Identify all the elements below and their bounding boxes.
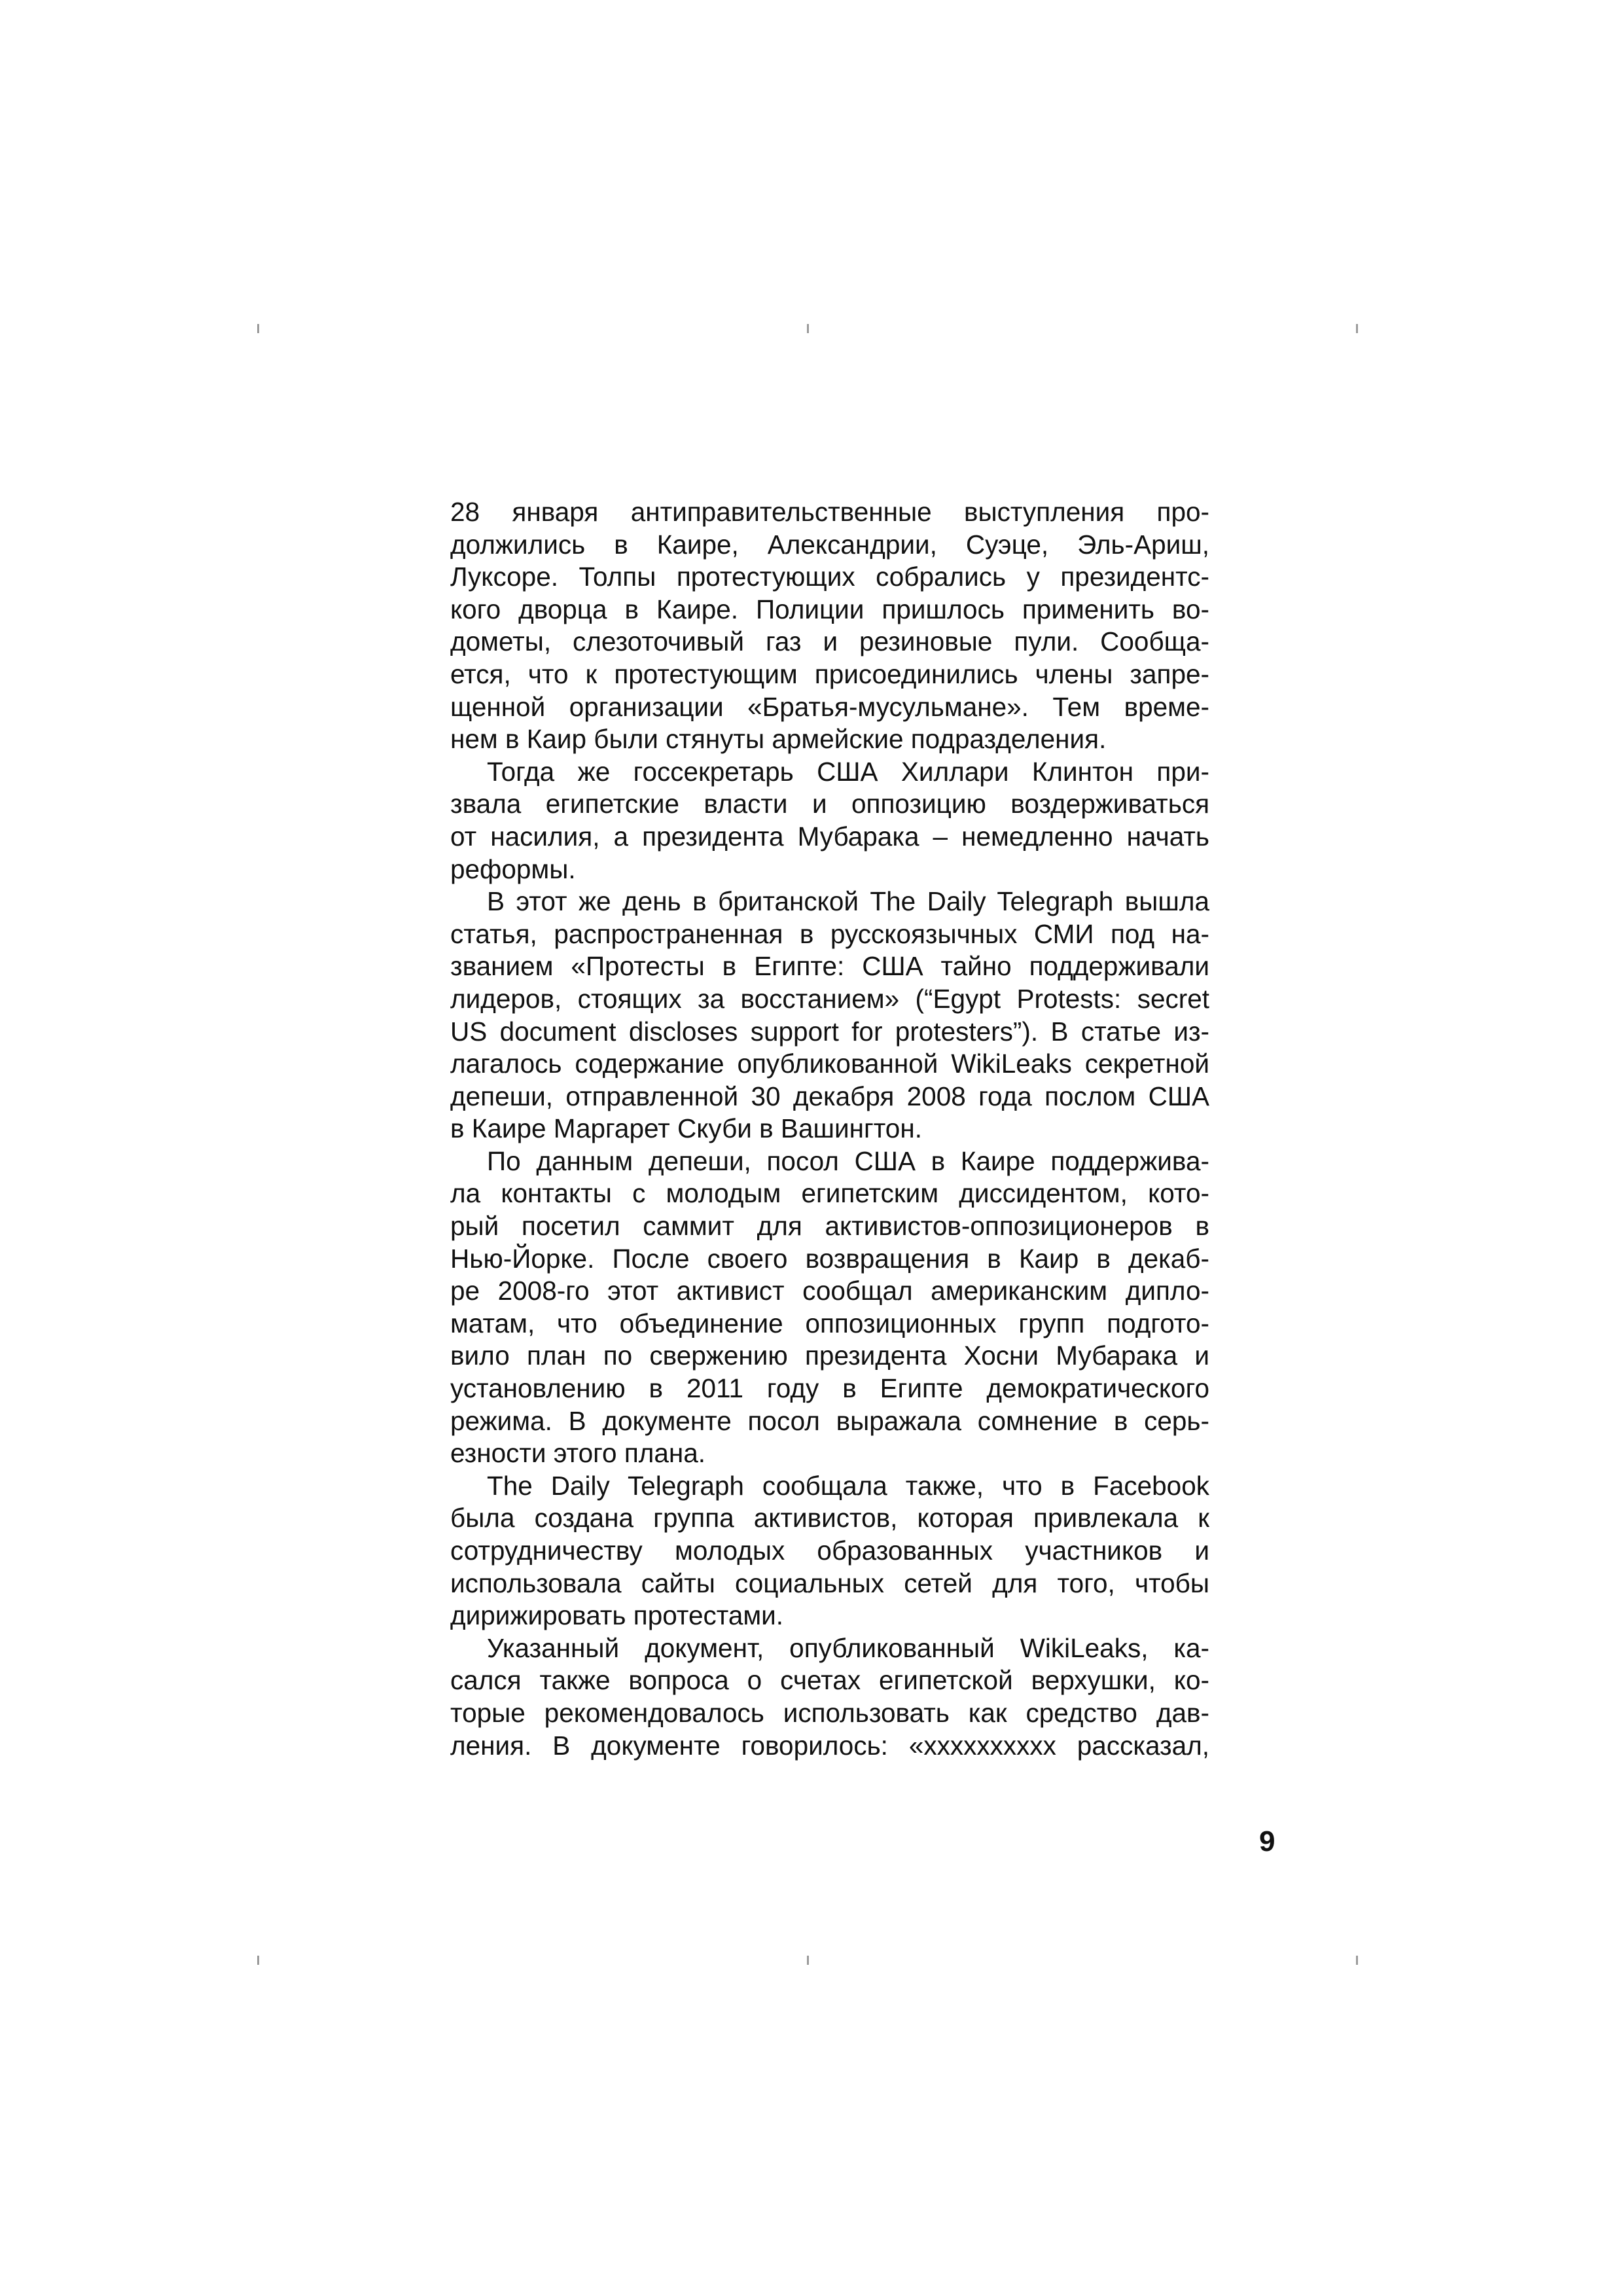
body-text (450, 496, 1209, 1762)
text-line: сался также вопроса о счетах египетской верхушки, ко- (450, 1665, 1209, 1696)
text-line: режима. В документе посол выражала сомнение в серь- (450, 1405, 1209, 1436)
text-line: The Daily Telegraph сообщала также, что в Facebook (487, 1470, 1209, 1501)
text-line: была создана группа активистов, которая привлекала к (450, 1503, 1209, 1534)
text-line: кого дворца в Каире. Полиции пришлось применить во- (450, 594, 1209, 624)
text-line: матам, что объединение оппозиционных групп подгото- (450, 1308, 1209, 1338)
text-line: лидеров, стоящих за восстанием» (“Egypt Protests: secret (450, 983, 1209, 1014)
text-line: ления. В документе говорилось: «xxxxxxxxxx рассказал, (450, 1730, 1209, 1761)
text-line: Указанный документ, опубликованный WikiLeaks, ка- (487, 1632, 1209, 1663)
text-line: ла контакты с молодым египетским диссидентом, кото- (450, 1178, 1209, 1209)
text-line: В этот же день в британской The Daily Telegraph вышла (487, 886, 1209, 917)
text-line: Нью-Йорке. После своего возвращения в Каир в декаб- (450, 1243, 1209, 1274)
text-line: US document discloses support for protesters”). В статье из- (450, 1016, 1209, 1047)
crop-mark (807, 1956, 809, 1965)
text-line: званием «Протесты в Египте: США тайно поддерживали (450, 951, 1209, 982)
text-line: сотрудничеству молодых образованных участников и (450, 1535, 1209, 1566)
text-line: ется, что к протестующим присоединились члены запре- (450, 658, 1209, 689)
text-line: использовала сайты социальных сетей для того, чтобы (450, 1568, 1209, 1598)
text-line: лагалось содержание опубликованной WikiLeaks секретной (450, 1049, 1209, 1079)
text-line: езности этого плана. (450, 1438, 706, 1469)
text-line: Луксоре. Толпы протестующих собрались у президентс- (450, 562, 1209, 592)
text-line: дометы, слезоточивый газ и резиновые пули. Сообща- (450, 626, 1209, 657)
text-line: установлению в 2011 году в Египте демократического (450, 1373, 1209, 1404)
text-line: дирижировать протестами. (450, 1600, 784, 1631)
text-line: Тогда же госсекретарь США Хиллари Клинтон при- (487, 756, 1209, 787)
text-line: от насилия, а президента Мубарака – немедленно начать (450, 821, 1209, 852)
crop-mark (807, 324, 809, 333)
text-line: в Каире Маргарет Скуби в Вашингтон. (450, 1113, 922, 1144)
text-line: статья, распространенная в русскоязычных СМИ под на- (450, 918, 1209, 949)
text-line: 28 января антиправительственные выступления про- (450, 497, 1209, 527)
text-line: депеши, отправленной 30 декабря 2008 года послом США (450, 1081, 1209, 1111)
page-number: 9 (1259, 1825, 1275, 1857)
text-line: реформы. (450, 853, 576, 884)
text-line: щенной организации «Братья-мусульмане». Тем време- (450, 691, 1209, 722)
text-line: звала египетские власти и оппозицию воздерживаться (450, 789, 1209, 819)
text-line: ре 2008-го этот активист сообщал американским дипло- (450, 1276, 1209, 1306)
text-line: По данным депеши, посол США в Каире поддержива- (487, 1145, 1209, 1176)
text-line: торые рекомендовалось использовать как средство дав- (450, 1697, 1209, 1728)
crop-mark (1356, 324, 1358, 333)
text-line: нем в Каир были стянуты армейские подразделения. (450, 724, 1107, 755)
text-line: должились в Каире, Александрии, Суэце, Эль-Ариш, (450, 529, 1209, 560)
text-line: вило план по свержению президента Хосни Мубарака и (450, 1340, 1209, 1371)
crop-mark (1356, 1956, 1358, 1965)
crop-mark (257, 1956, 259, 1965)
text-line: рый посетил саммит для активистов-оппозиционеров в (450, 1211, 1209, 1242)
crop-mark (257, 324, 259, 333)
